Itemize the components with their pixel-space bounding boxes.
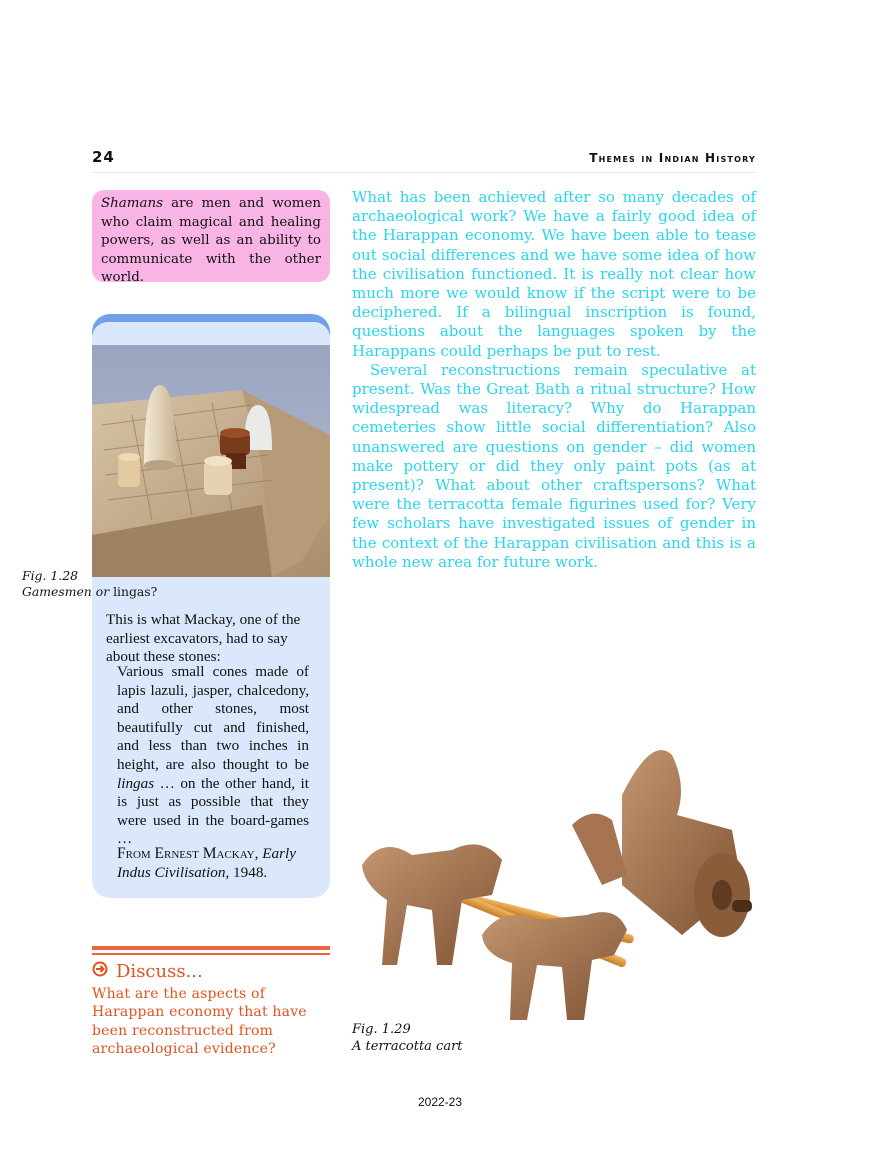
main-paragraph-1: What has been achieved after so many decades of archaeological work? We have a fairly good idea of the Harappan economy. We have been able to tease out social differences and we have some idea of how the civilisation functioned. It is really not clear how much more we would know if the script were to be deciphered. If a bilingual inscription is found, questions about the languages spoken by the Harappans could perhaps be put to rest. xyxy=(352,188,756,360)
main-paragraph-2: Several reconstructions remain speculative at present. Was the Great Bath a ritual structure? How widespread was literacy? Why do Harappan cemeteries show little social differentiation? Also unanswered are questions on gender – did women make pottery or did they only paint pots (as at present)? What about other craftspersons? What were the terracotta female figurines used for? Very few scholars have investigated issues of gender in the context of the Harappan civilisation and this is a whole new area for future work. xyxy=(352,360,756,571)
main-body-text xyxy=(352,188,756,572)
discuss-question: What are the aspects of Harappan economy that have been reconstructed from archaeological evidence? xyxy=(92,986,307,1058)
arrow-circle-icon xyxy=(92,961,108,977)
figure-128-title: Gamesmen or lingas? xyxy=(22,584,158,599)
figure-129-number: Fig. 1.29 xyxy=(352,1022,411,1037)
running-head: Themes in Indian History xyxy=(589,151,756,165)
figure-129-caption xyxy=(352,1021,463,1055)
gamesmen-board-photo xyxy=(92,345,330,577)
mackay-quote: Various small cones made of lapis lazuli, jasper, chalcedony, and other stones, most beautifully cut and finished, and less than two inches in height, are also thought to be lingas … on the other hand, it is just as possible that they were used in the board-games … xyxy=(117,663,309,848)
mackay-intro: This is what Mackay, one of the earliest excavators, had to say about these stones: xyxy=(106,611,301,666)
discuss-heading xyxy=(92,961,203,982)
discuss-rule-thick xyxy=(92,946,330,950)
mackay-source: From Ernest Mackay, Early Indus Civilisation, 1948. xyxy=(117,845,296,881)
discuss-title: Discuss... xyxy=(116,961,203,982)
discuss-rule-thin xyxy=(92,953,330,955)
panel-top-band-inner xyxy=(92,322,330,346)
page-number: 24 xyxy=(92,148,115,166)
footer-year: 2022-23 xyxy=(417,1095,463,1109)
figure-128-number: Fig. 1.28 xyxy=(22,568,78,583)
shamans-definition: are men and women who claim magical and healing powers, as well as an ability to communicate with the other world. xyxy=(101,196,321,286)
shamans-term: Shamans xyxy=(101,196,163,211)
figure-129-title: A terracotta cart xyxy=(352,1039,463,1054)
figure-128-caption xyxy=(22,568,157,600)
terracotta-cart-photo xyxy=(352,735,762,1020)
header-divider xyxy=(92,172,756,173)
shamans-note xyxy=(92,190,330,286)
